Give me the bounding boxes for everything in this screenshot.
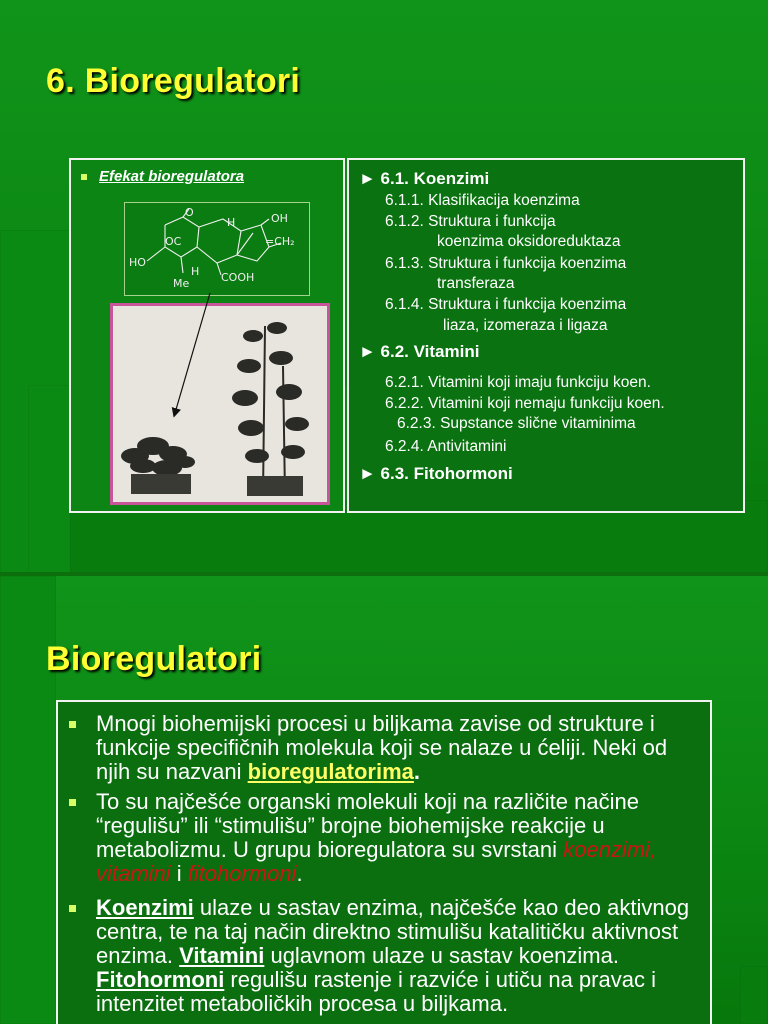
plant-photo-illustration xyxy=(113,306,327,502)
toc-item[interactable]: 6.1.4. Struktura i funkcija koenzima xyxy=(385,296,627,313)
atom-label: HO xyxy=(129,256,146,269)
toc-item[interactable]: 6.2.3. Supstance slične vitaminima xyxy=(397,415,636,432)
toc-item[interactable]: 6.1.3. Struktura i funkcija koenzima xyxy=(385,255,627,272)
toc-item[interactable]: 6.1.1. Klasifikacija koenzima xyxy=(385,192,580,209)
paragraph-text: . xyxy=(296,861,303,886)
toc-item[interactable]: 6.2.1. Vitamini koji imaju funkciju koen. xyxy=(385,374,651,391)
atom-label: OH xyxy=(271,212,288,225)
atom-label: OC xyxy=(165,235,182,248)
square-bullet-icon xyxy=(69,799,76,806)
bullet-item xyxy=(81,168,244,185)
bullet-paragraph xyxy=(96,896,706,1016)
paragraph-text: ulaze u sastav enzima, najčešće kao deo aktivnog centra, te na taj način direktno stimulišu katalitičku aktivnost enzima. xyxy=(96,895,690,968)
paragraph-text: uglavnom ulaze u sastav koenzima. xyxy=(264,943,619,968)
toc-item[interactable]: liaza, izomeraza i ligaza xyxy=(443,317,608,334)
highlighted-term: koenzimi, vitamini xyxy=(96,837,657,886)
keyword-term: Koenzimi xyxy=(96,895,194,920)
toc-heading[interactable]: ► 6.2. Vitamini xyxy=(359,342,480,361)
gibberellin-structure-diagram xyxy=(125,203,309,295)
illustration-panel xyxy=(69,158,345,513)
keyword-term: Vitamini xyxy=(179,943,265,968)
paragraph-text: To su najčešće organski molekuli koji na različite načine “regulišu” ili “stimulišu” brojne biohemijske reakcije u metabolizmu. U grupu bioregulatora su svrstani xyxy=(96,789,639,862)
keyword-term: Fitohormoni xyxy=(96,967,225,992)
highlighted-term: fitohormoni xyxy=(187,861,297,886)
toc-item[interactable]: 6.2.2. Vitamini koji nemaju funkciju koen. xyxy=(385,395,665,412)
atom-label: O xyxy=(185,206,194,219)
toc-item[interactable]: 6.1.2. Struktura i funkcija xyxy=(385,213,556,230)
slide-title: 6. Bioregulatori xyxy=(46,62,301,100)
table-of-contents xyxy=(347,158,745,513)
square-bullet-icon xyxy=(69,721,76,728)
paragraph-text: . xyxy=(413,759,421,784)
bullet-label: Efekat bioregulatora xyxy=(99,168,245,185)
chemical-structure xyxy=(124,202,310,296)
text-panel xyxy=(56,700,712,1024)
square-bullet-icon xyxy=(69,905,76,912)
paragraph-text: Mnogi biohemijski procesi u biljkama zavise od strukture i funkcije specifičnih molekula koji se nalaze u ćeliji. Neki od njih su nazvani xyxy=(96,711,668,784)
highlighted-term: bioregulatorima xyxy=(247,759,414,784)
toc-item[interactable]: koenzima oksidoreduktaza xyxy=(437,233,621,250)
atom-label: H xyxy=(191,265,200,278)
plant-growth-photo xyxy=(110,303,330,505)
background-panel xyxy=(740,966,768,1024)
atom-label: COOH xyxy=(221,271,255,284)
toc-item[interactable]: transferaza xyxy=(437,275,515,292)
square-bullet-icon xyxy=(81,174,87,180)
toc-heading[interactable]: ► 6.1. Koenzimi xyxy=(359,169,490,188)
bullet-paragraph xyxy=(96,790,706,886)
paragraph-text: regulišu rastenje i razviće i utiču na pravac i intenzitet metaboličkih procesa u biljkama. xyxy=(96,967,656,1016)
toc-item[interactable]: 6.2.4. Antivitamini xyxy=(385,438,507,455)
atom-label: H xyxy=(227,216,236,229)
toc-heading[interactable]: ► 6.3. Fitohormoni xyxy=(359,464,513,483)
atom-label: Me xyxy=(173,277,190,290)
bullet-paragraph xyxy=(96,712,706,784)
slide-bioregulatori-text xyxy=(0,576,768,1024)
atom-label: =CH₂ xyxy=(265,235,295,248)
slide-title: Bioregulatori xyxy=(46,640,262,678)
paragraph-text: i xyxy=(170,861,188,886)
